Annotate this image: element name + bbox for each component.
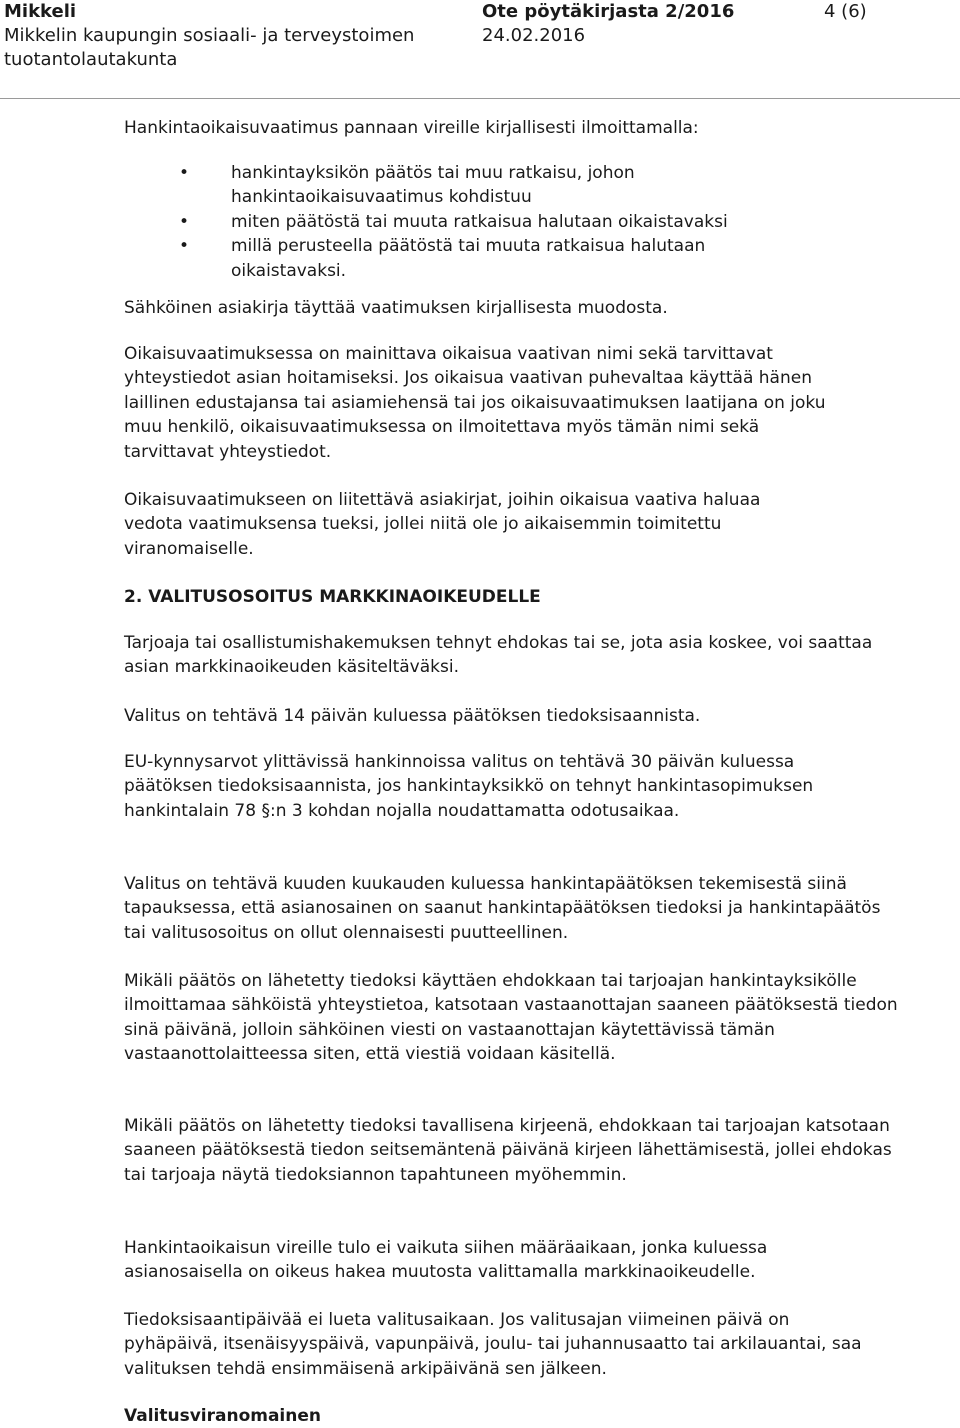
section-2-heading: 2. VALITUSOSOITUS MARKKINAOIKEUDELLE: [124, 587, 541, 607]
paragraph-bidder-right: Tarjoaja tai osallistumishakemuksen tehnyt ehdokas tai se, jota asia koskee, voi saattaa asian markkinaoikeuden käsiteltäväksi.: [124, 633, 873, 678]
org-name: Mikkeli: [4, 1, 77, 22]
requirements-list: [124, 161, 824, 283]
authority-heading: Valitusviranomainen: [124, 1406, 321, 1426]
paragraph-correction-pending: Hankintaoikaisun vireille tulo ei vaikuta siihen määräaikaan, jonka kuluessa asianosaisella on oikeus hakea muutosta valittamalla markkinaoikeudelle.: [124, 1238, 768, 1283]
header-divider: [0, 98, 960, 99]
paragraph-electronic-notice: Mikäli päätös on lähetetty tiedoksi käyttäen ehdokkaan tai tarjoajan hankintayksikölle ilmoittamaa sähköistä yhteystietoa, katsotaan vastaanottajan saaneen päätöksestä tiedon sinä päivänä, jolloin sähköinen viesti on vastaanottajan käytettävissä tämän vastaanottolaitteessa siten, että viestiä voidaan käsitellä.: [124, 971, 898, 1065]
paragraph-eu-threshold: EU-kynnysarvot ylittävissä hankinnoissa valitus on tehtävä 30 päivän kuluessa päätöksen tiedoksisaannista, jos hankintayksikkö on tehnyt hankintasopimuksen hankintalain 78 §:n 3 kohdan nojalla noudattamatta odotusaikaa.: [124, 752, 814, 821]
list-item: • miten päätöstä tai muuta ratkaisua halutaan oikaistavaksi: [124, 210, 824, 234]
paragraph-attachments: Oikaisuvaatimukseen on liitettävä asiakirjat, joihin oikaisua vaativa haluaa vedota vaatimuksensa tueksi, jollei niitä ole jo aikaisemmin toimitettu viranomaiselle.: [124, 490, 761, 559]
paragraph-letter-notice: Mikäli päätös on lähetetty tiedoksi tavallisena kirjeenä, ehdokkaan tai tarjoajan katsotaan saaneen päätöksestä tiedon seitsemäntenä päivänä kirjeen lähettämisestä, jollei ehdokas tai tarjoaja näytä tiedoksiannon tapahtuneen myöhemmin.: [124, 1116, 892, 1185]
list-item: • hankintayksikön päätös tai muu ratkaisu, johon hankintaoikaisuvaatimus kohdistuu: [124, 161, 824, 210]
list-item: • millä perusteella päätöstä tai muuta ratkaisua halutaan oikaistavaksi.: [124, 234, 824, 283]
paragraph-14-days: Valitus on tehtävä 14 päivän kuluessa päätöksen tiedoksisaannista.: [124, 706, 701, 726]
document-date: 24.02.2016: [482, 25, 586, 46]
paragraph-six-months: Valitus on tehtävä kuuden kuukauden kuluessa hankintapäätöksen tekemisestä siinä tapauksessa, että asianosainen on saanut hankintapäätöksen tiedoksi ja hankintapäätös tai valitusosoitus on ollut olennaisesti puutteellinen.: [124, 874, 881, 943]
org-unit-line-2: tuotantolautakunta: [4, 49, 178, 70]
intro-paragraph: Hankintaoikaisuvaatimus pannaan vireille kirjallisesti ilmoittamalla:: [124, 118, 699, 138]
document-title: Ote pöytäkirjasta 2/2016: [482, 1, 735, 22]
page-number: 4 (6): [824, 1, 867, 22]
org-unit-line-1: Mikkelin kaupungin sosiaali- ja terveystoimen: [4, 25, 415, 46]
paragraph-electronic-document: Sähköinen asiakirja täyttää vaatimuksen kirjallisesta muodosta.: [124, 298, 668, 318]
paragraph-contact-details: Oikaisuvaatimuksessa on mainittava oikaisua vaativan nimi sekä tarvittavat yhteystiedot asian hoitamiseksi. Jos oikaisua vaativan puhevaltaa käyttää hänen laillinen edustajansa tai asiamiehensä tai jos oikaisuvaatimuksen laatijana on joku muu henkilö, oikaisuvaatimuksessa on ilmoitettava myös tämän nimi sekä tarvittavat yhteystiedot.: [124, 344, 826, 462]
paragraph-deadline: Tiedoksisaantipäivää ei lueta valitusaikaan. Jos valitusajan viimeinen päivä on pyhäpäivä, itsenäisyyspäivä, vapunpäivä, joulu- tai juhannusaatto tai arkilauantai, saa valituksen tehdä ensimmäisenä arkipäivänä sen jälkeen.: [124, 1310, 862, 1379]
